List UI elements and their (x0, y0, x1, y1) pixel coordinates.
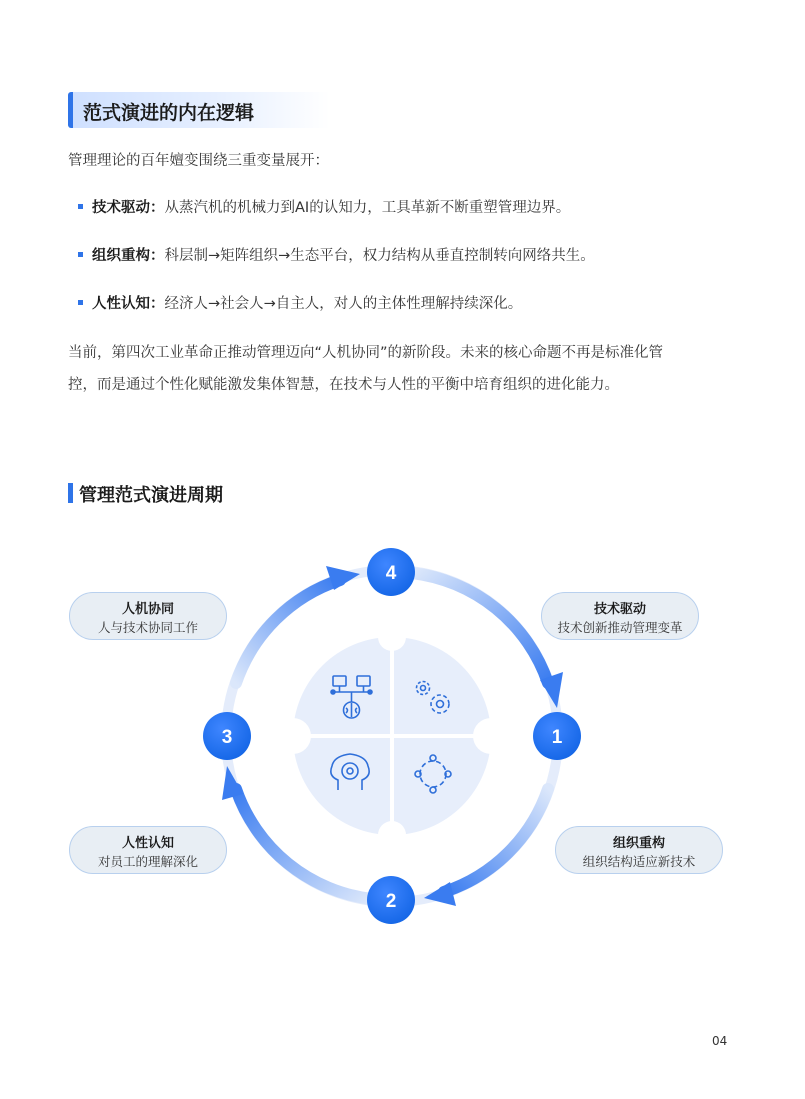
heading-accent-bar (68, 483, 73, 503)
stage-desc: 对员工的理解深化 (97, 854, 198, 869)
conclusion-line-1: 当前，第四次工业革命正推动管理迈向“人机协同”的新阶段。未来的核心命题不再是标准化管 (68, 345, 664, 361)
conclusion-line-2: 控，而是通过个性化赋能激发集体智慧，在技术与人性的平衡中培育组织的进化能力。 (68, 377, 619, 393)
stage-node-3 (203, 712, 251, 760)
stage-title: 人机协同 (121, 602, 174, 617)
node-number: 4 (385, 563, 397, 584)
bullet-text: 从蒸汽机的机械力到AI的认知力，工具革新不断重塑管理边界。 (164, 200, 571, 216)
node-number: 1 (551, 727, 563, 748)
stage-label-technology (541, 592, 699, 640)
center-quadrants (275, 623, 509, 849)
bullet-marker-icon (78, 300, 83, 305)
node-number: 2 (385, 891, 397, 912)
stage-title: 组织重构 (612, 836, 665, 851)
stage-label-humanity (69, 826, 227, 874)
bullet-text: 经济人→社会人→自主人，对人的主体性理解持续深化。 (164, 296, 523, 312)
node-number: 3 (221, 727, 233, 748)
bullet-label: 组织重构： (92, 248, 165, 264)
page-number: 04 (712, 1034, 728, 1048)
stage-node-4 (367, 548, 415, 596)
cycle-title: 管理范式演进周期 (79, 485, 223, 506)
stage-label-organization (555, 826, 723, 874)
bullet-marker-icon (78, 252, 83, 257)
bullet-label: 技术驱动： (92, 200, 165, 216)
stage-label-collaboration (69, 592, 227, 640)
bullet-marker-icon (78, 204, 83, 209)
stage-node-2 (367, 876, 415, 924)
section-title-banner (68, 92, 330, 128)
stage-title: 人性认知 (121, 836, 174, 851)
cycle-diagram (0, 520, 805, 940)
stage-desc: 人与技术协同工作 (97, 620, 198, 635)
stage-title: 技术驱动 (593, 602, 646, 617)
intro-text: 管理理论的百年嬗变围绕三重变量展开： (68, 153, 329, 169)
bullet-label: 人性认知： (92, 296, 165, 312)
stage-desc: 组织结构适应新技术 (582, 854, 696, 869)
bullet-item-technology (78, 196, 738, 220)
stage-node-1 (533, 712, 581, 760)
bullet-text: 科层制→矩阵组织→生态平台，权力结构从垂直控制转向网络共生。 (164, 248, 595, 264)
section-title: 范式演进的内在逻辑 (83, 102, 255, 124)
stage-desc: 技术创新推动管理变革 (557, 620, 683, 635)
bullet-item-organization (78, 244, 738, 268)
bullet-item-humanity (78, 292, 738, 316)
